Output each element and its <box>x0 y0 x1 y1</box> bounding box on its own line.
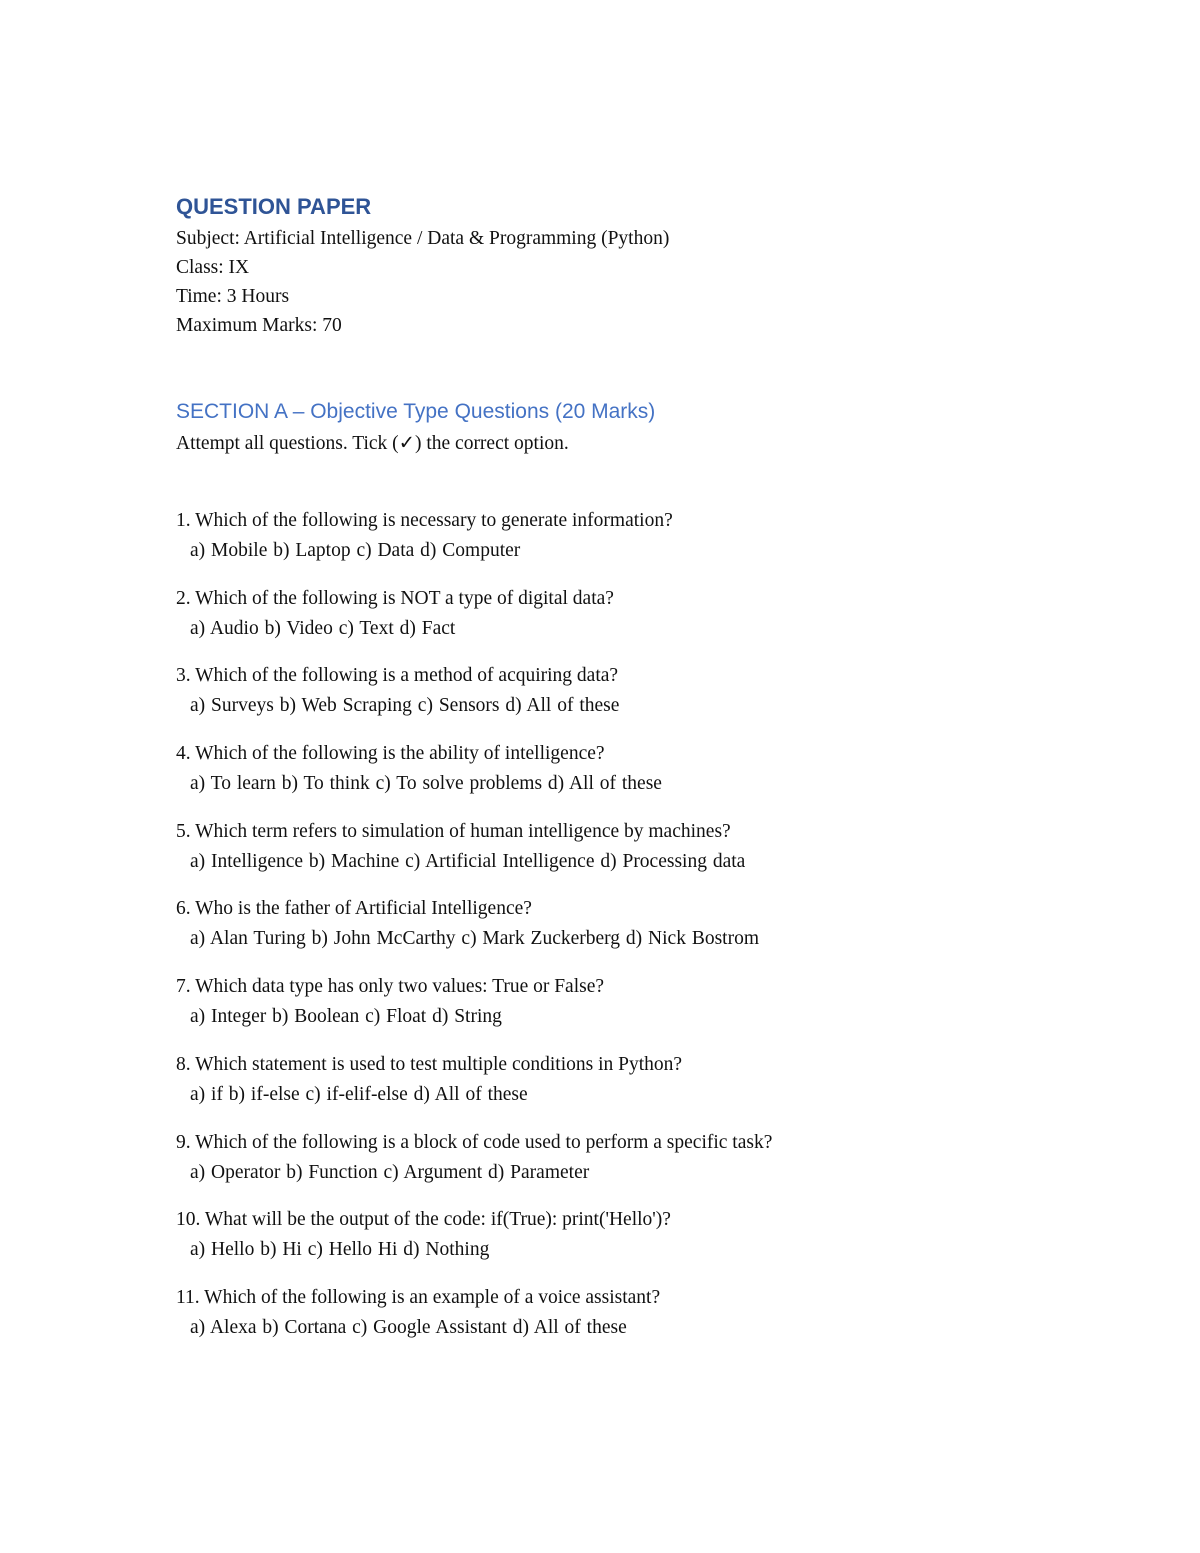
question-options: a) Hello b) Hi c) Hello Hi d) Nothing <box>190 1239 490 1261</box>
question-options: a) To learn b) To think c) To solve problems d) All of these <box>190 773 662 795</box>
question-text: 2. Which of the following is NOT a type of digital data? <box>176 587 614 609</box>
document-title: QUESTION PAPER <box>176 194 372 219</box>
time-line: Time: 3 Hours <box>176 286 290 307</box>
question-options: a) Alan Turing b) John McCarthy c) Mark Zuckerberg d) Nick Bostrom <box>190 928 760 950</box>
question-options: a) Audio b) Video c) Text d) Fact <box>190 617 456 639</box>
marks-line: Maximum Marks: 70 <box>176 315 342 336</box>
question-item <box>176 894 1076 972</box>
question-options: a) Intelligence b) Machine c) Artificial Intelligence d) Processing data <box>190 850 746 872</box>
question-text: 8. Which statement is used to test multiple conditions in Python? <box>176 1053 683 1075</box>
question-item <box>176 972 1076 1050</box>
question-text: 9. Which of the following is a block of code used to perform a specific task? <box>176 1131 773 1153</box>
question-options: a) Mobile b) Laptop c) Data d) Computer <box>190 540 521 561</box>
question-options: a) Integer b) Boolean c) Float d) String <box>190 1006 502 1028</box>
subject-line: Subject: Artificial Intelligence / Data & Programming (Python) <box>176 228 670 249</box>
section-instruction: Attempt all questions. Tick (✓) the correct option. <box>176 433 569 454</box>
question-text: 11. Which of the following is an example of a voice assistant? <box>176 1286 661 1308</box>
question-item <box>176 1283 1076 1361</box>
section-heading: SECTION A – Objective Type Questions (20 Marks) <box>176 400 656 423</box>
class-line: Class: IX <box>176 257 250 278</box>
question-options: a) Alexa b) Cortana c) Google Assistant d) All of these <box>190 1316 627 1338</box>
question-text: 3. Which of the following is a method of acquiring data? <box>176 665 619 687</box>
question-item <box>176 739 1076 817</box>
question-options: a) Surveys b) Web Scraping c) Sensors d) All of these <box>190 695 620 717</box>
question-text: 5. Which term refers to simulation of human intelligence by machines? <box>176 820 731 842</box>
question-text: 1. Which of the following is necessary to generate information? <box>176 510 673 531</box>
question-text: 6. Who is the father of Artificial Intelligence? <box>176 898 532 920</box>
question-item <box>176 661 1076 739</box>
question-options: a) Operator b) Function c) Argument d) Parameter <box>190 1161 590 1183</box>
question-text: 7. Which data type has only two values: True or False? <box>176 976 605 998</box>
question-item <box>176 817 1076 895</box>
question-paper <box>176 190 1076 1361</box>
question-text: 10. What will be the output of the code: if(True): print('Hello')? <box>176 1209 671 1231</box>
question-text: 4. Which of the following is the ability of intelligence? <box>176 743 605 765</box>
question-item <box>176 584 1076 662</box>
question-item <box>176 1205 1076 1283</box>
question-list <box>176 506 1076 1361</box>
question-item <box>176 1128 1076 1206</box>
question-item <box>176 506 1076 584</box>
question-item <box>176 1050 1076 1128</box>
question-options: a) if b) if-else c) if-elif-else d) All of these <box>190 1083 528 1105</box>
